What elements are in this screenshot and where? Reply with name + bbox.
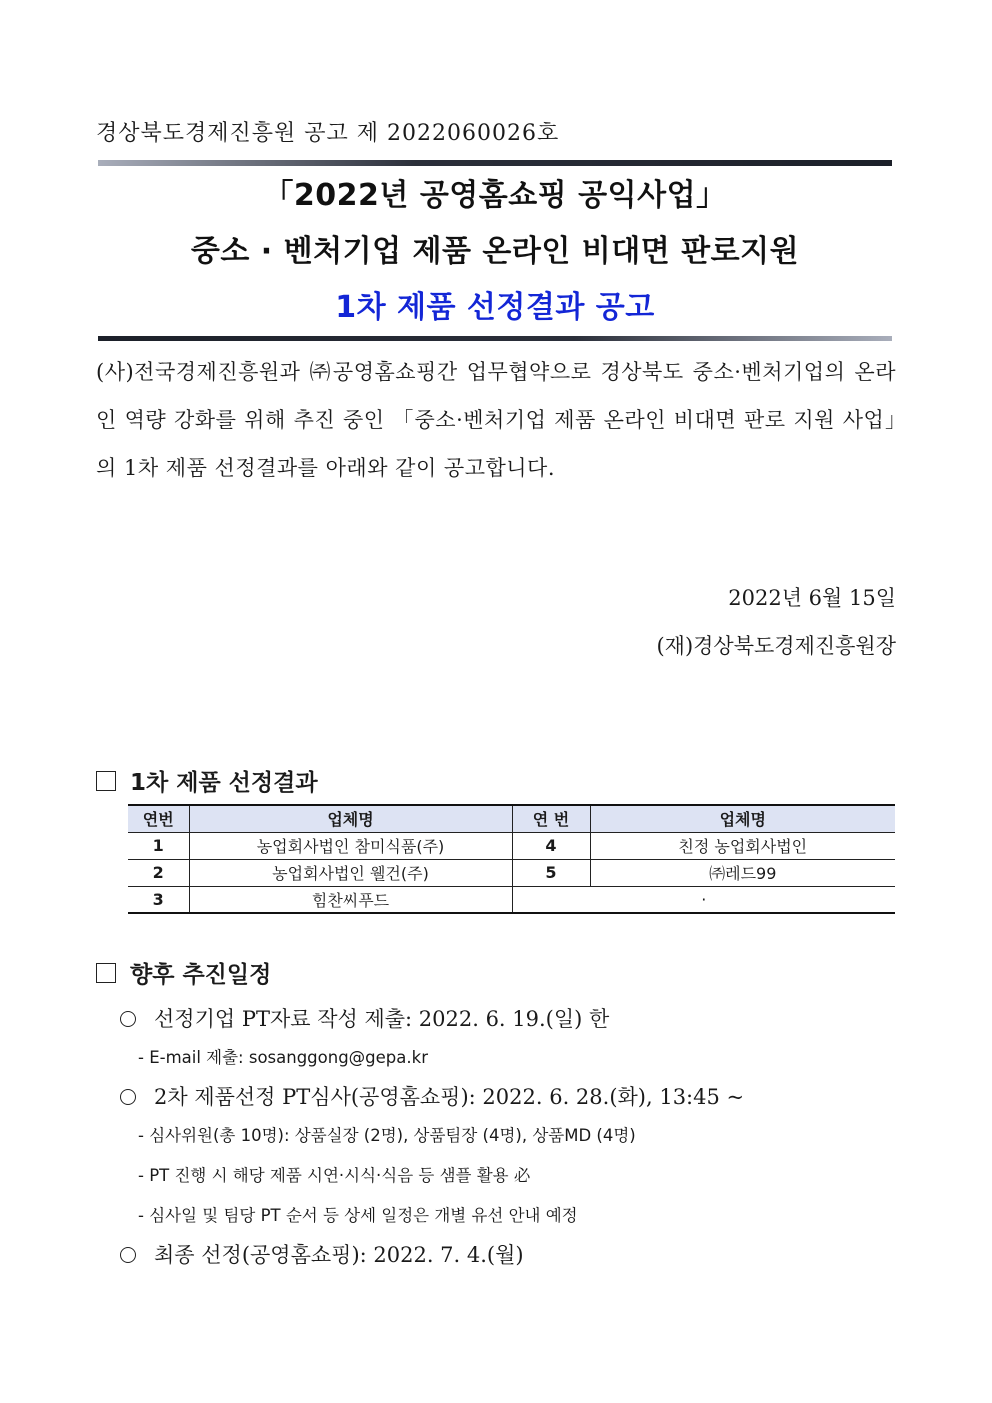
title-block (98, 160, 892, 341)
section-heading-schedule (96, 956, 271, 989)
schedule-subitem: - E-mail 제출: sosanggong@gepa.kr (138, 1048, 428, 1067)
header-company: 업체명 (189, 805, 512, 832)
section-heading-results-label: 1차 제품 선정결과 (130, 770, 318, 796)
circle-bullet-icon (120, 1011, 136, 1027)
table-cell: 5 (512, 859, 590, 886)
header-number: 연 번 (512, 805, 590, 832)
schedule-item-text: 2차 제품선정 PT심사(공영홈쇼핑): 2022. 6. 28.(화), 13:45 ~ (154, 1085, 745, 1109)
issuing-organization: (재)경상북도경제진흥원장 (656, 634, 896, 658)
table-cell: 2 (128, 859, 189, 886)
header-company: 업체명 (590, 805, 895, 832)
schedule-item (120, 1236, 900, 1274)
checkbox-square-icon (96, 963, 116, 983)
table-cell: · (512, 886, 895, 913)
title-line-1: 「2022년 공영홈쇼핑 공익사업」 (263, 178, 727, 213)
schedule-item (120, 1000, 900, 1038)
table-cell: 4 (512, 832, 590, 859)
section-heading-results (96, 764, 318, 797)
table-cell: 친정 농업회사법인 (590, 832, 895, 859)
schedule-subitem: - 심사위원(총 10명): 상품실장 (2명), 상품팀장 (4명), 상품MD (4명) (138, 1126, 636, 1145)
table-cell: 농업회사법인 참미식품(주) (189, 832, 512, 859)
table-header-row (128, 805, 895, 832)
table-row (128, 832, 895, 859)
schedule-item-text: 선정기업 PT자료 작성 제출: 2022. 6. 19.(일) 한 (154, 1007, 610, 1031)
schedule-subitem: - PT 진행 시 해당 제품 시연·시식·식음 등 샘플 활용 必 (138, 1166, 531, 1185)
circle-bullet-icon (120, 1247, 136, 1263)
notice-number: 경상북도경제진흥원 공고 제 2022060026호 (96, 121, 560, 146)
table-row (128, 886, 895, 913)
table-cell: 3 (128, 886, 189, 913)
checkbox-square-icon (96, 771, 116, 791)
schedule-item (120, 1078, 900, 1116)
table-cell: ㈜레드99 (590, 859, 895, 886)
table-cell: 힘찬씨푸드 (189, 886, 512, 913)
table-cell: 1 (128, 832, 189, 859)
header-number: 연번 (128, 805, 189, 832)
section-heading-schedule-label: 향후 추진일정 (130, 962, 272, 988)
schedule-item-text: 최종 선정(공영홈쇼핑): 2022. 7. 4.(월) (154, 1243, 524, 1267)
schedule-list (120, 1000, 900, 1274)
intro-paragraph: (사)전국경제진흥원과 ㈜공영홈쇼핑간 업무협약으로 경상북도 중소·벤처기업의 온라인 역량 강화를 위해 추진 중인 「중소·벤처기업 제품 온라인 비대면 판로 지원 사업」의 1차 제품 선정결과를 아래와 같이 공고합니다. (96, 360, 896, 480)
table-row (128, 859, 895, 886)
title-line-3: 1차 제품 선정결과 공고 (335, 290, 655, 325)
table-cell: 농업회사법인 웰건(주) (189, 859, 512, 886)
title-line-2: 중소 · 벤처기업 제품 온라인 비대면 판로지원 (190, 234, 800, 269)
results-table (128, 804, 895, 914)
announcement-date: 2022년 6월 15일 (728, 586, 896, 610)
schedule-subitem: - 심사일 및 팀당 PT 순서 등 상세 일정은 개별 유선 안내 예정 (138, 1206, 578, 1225)
title-rule-bottom (98, 336, 892, 341)
circle-bullet-icon (120, 1089, 136, 1105)
